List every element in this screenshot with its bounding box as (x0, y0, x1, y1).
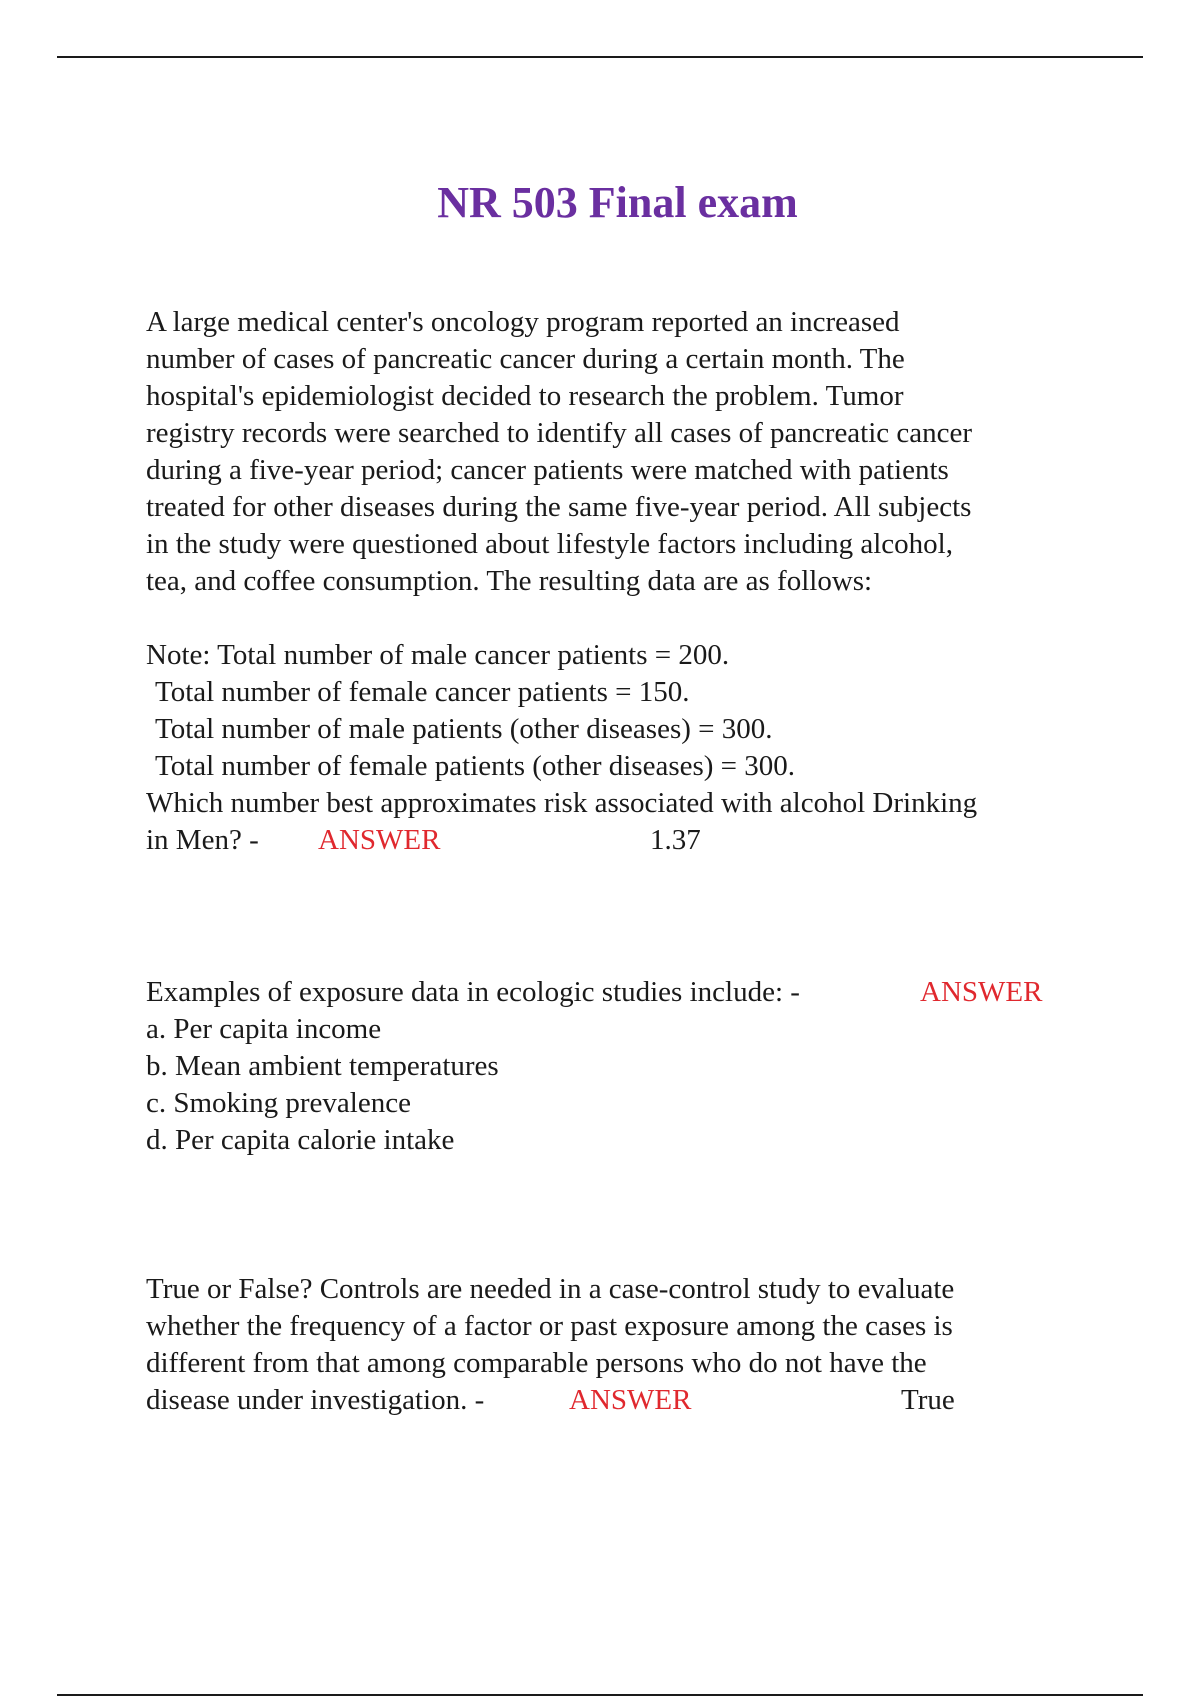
page-title: NR 503 Final exam (437, 178, 798, 228)
stem-line: in the study were questioned about lifestyle factors including alcohol, (146, 528, 953, 560)
answer-value: 1.37 (650, 824, 701, 856)
stem-line: registry records were searched to identify all cases of pancreatic cancer (146, 417, 973, 449)
option-item: d. Per capita calorie intake (146, 1124, 455, 1156)
option-item: a. Per capita income (146, 1013, 382, 1045)
answer-row (146, 822, 1086, 859)
answer-label: ANSWER (569, 1384, 692, 1416)
question-3 (146, 1271, 1086, 1419)
stem-line: treated for other diseases during the same five-year period. All subjects (146, 491, 972, 523)
note-line: Total number of female patients (other diseases) = 300. (155, 750, 796, 782)
question-2 (146, 974, 1086, 1159)
question-tail: in Men? - (146, 824, 259, 856)
question-1-stem (146, 304, 1086, 600)
question-1 (146, 304, 1086, 859)
note-line: Total number of female cancer patients = 150. (155, 676, 690, 708)
stem-line: hospital's epidemiologist decided to research the problem. Tumor (146, 380, 904, 412)
answer-value: True (901, 1384, 955, 1416)
stem-line: A large medical center's oncology program reported an increased (146, 306, 900, 338)
option-item: b. Mean ambient temperatures (146, 1050, 499, 1082)
stem-line: number of cases of pancreatic cancer during a certain month. The (146, 343, 905, 375)
question-3-body (146, 1271, 1086, 1419)
answer-row (146, 1382, 1086, 1419)
stem-line: whether the frequency of a factor or past exposure among the cases is (146, 1310, 953, 1342)
question-line: Which number best approximates risk associated with alcohol Drinking (146, 787, 978, 819)
question-2-body (146, 974, 1086, 1159)
top-rule (57, 56, 1143, 58)
option-item: c. Smoking prevalence (146, 1087, 411, 1119)
stem-line: during a five-year period; cancer patients were matched with patients (146, 454, 949, 486)
question-tail: disease under investigation. - (146, 1384, 485, 1416)
answer-label: ANSWER (920, 976, 1043, 1008)
stem-line: different from that among comparable persons who do not have the (146, 1347, 927, 1379)
question-line: Examples of exposure data in ecologic studies include: - (146, 976, 800, 1008)
question-row (146, 974, 1086, 1011)
answer-label: ANSWER (318, 824, 441, 856)
note-line: Total number of male patients (other diseases) = 300. (155, 713, 773, 745)
stem-line: True or False? Controls are needed in a case-control study to evaluate (146, 1273, 955, 1305)
question-1-note (146, 637, 1086, 859)
bottom-rule (57, 1694, 1143, 1696)
note-line: Note: Total number of male cancer patients = 200. (146, 639, 730, 671)
stem-line: tea, and coffee consumption. The resulting data are as follows: (146, 565, 873, 597)
